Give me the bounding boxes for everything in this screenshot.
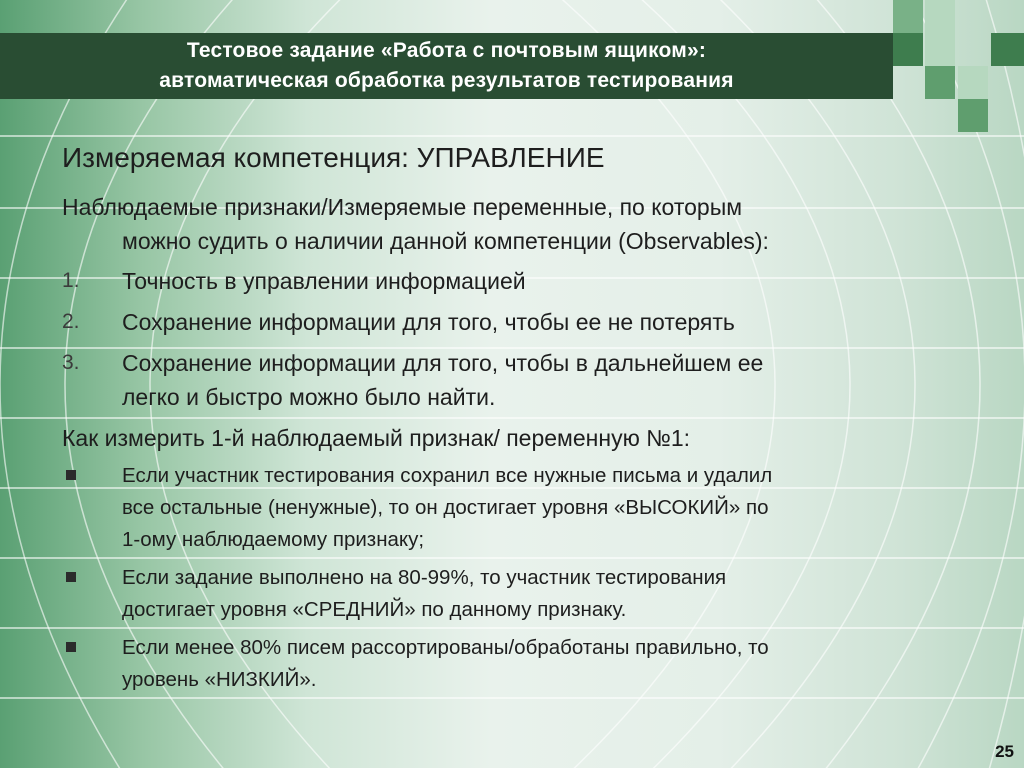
item-number: 2. (62, 310, 80, 333)
decor-square (893, 33, 923, 66)
item-number: 3. (62, 351, 80, 374)
square-bullet-icon (66, 470, 76, 480)
item-text: Точность в управлении информацией (122, 268, 526, 294)
bullet-line-1: Если участник тестирования сохранил все нужные письма и удалил (122, 464, 773, 487)
bullet-line-2: достигает уровня «СРЕДНИЙ» по данному признаку. (122, 598, 627, 621)
bullet-item (62, 460, 962, 556)
item-text: Сохранение информации для того, чтобы ее не потерять (122, 309, 735, 335)
item-number: 1. (62, 269, 80, 292)
observables-intro (62, 190, 962, 258)
title-line-1: Тестовое задание «Работа с почтовым ящиком»: (186, 39, 707, 62)
competency-heading: Измеряемая компетенция: УПРАВЛЕНИЕ (62, 142, 605, 173)
decor-square (958, 66, 988, 99)
decor-square (925, 0, 955, 33)
bullet-item (62, 632, 962, 696)
page-number: 25 (995, 742, 1014, 761)
numbered-item (62, 264, 962, 298)
decor-square (925, 66, 955, 99)
numbered-item (62, 305, 962, 339)
numbered-item (62, 346, 962, 414)
bullet-line-2: все остальные (ненужные), то он достигает уровня «ВЫСОКИЙ» по (122, 496, 769, 519)
intro-line-1: Наблюдаемые признаки/Измеряемые переменные, по которым (62, 194, 743, 220)
bullet-item (62, 562, 962, 626)
decor-square (958, 99, 988, 132)
decor-square (991, 33, 1024, 66)
bullet-line-3: 1-ому наблюдаемому признаку; (122, 528, 425, 551)
decor-square (893, 0, 923, 33)
decor-square (925, 33, 955, 66)
intro-line-2: можно судить о наличии данной компетенции (Observables): (122, 228, 769, 254)
square-bullet-icon (66, 572, 76, 582)
title-line-2: автоматическая обработка результатов тестирования (159, 69, 734, 92)
title-bar (0, 33, 893, 99)
measure-heading: Как измерить 1-й наблюдаемый признак/ переменную №1: (62, 425, 691, 451)
square-bullet-icon (66, 642, 76, 652)
bullet-line-1: Если задание выполнено на 80-99%, то участник тестирования (122, 566, 727, 589)
bullet-line-1: Если менее 80% писем рассортированы/обработаны правильно, то (122, 636, 769, 659)
bullet-line-2: уровень «НИЗКИЙ». (122, 668, 317, 691)
item-text-line-1: Сохранение информации для того, чтобы в дальнейшем ее (122, 350, 764, 376)
item-text-line-2: легко и быстро можно было найти. (122, 384, 496, 410)
